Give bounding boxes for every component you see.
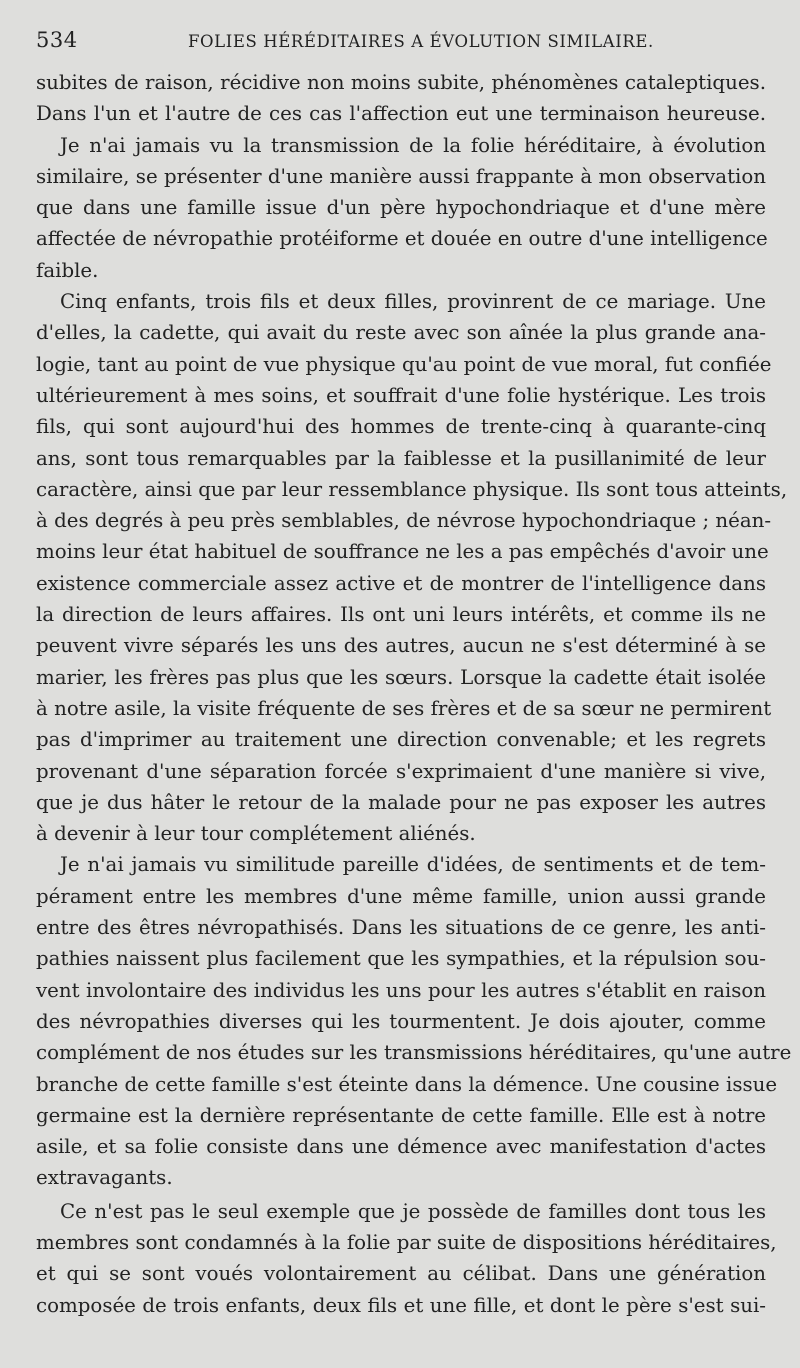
text-line: subites de raison, récidive non moins subite, phénomènes cataleptiques. <box>36 71 766 94</box>
text-line: provenant d'une séparation forcée s'exprimaient d'une manière si vive, <box>36 759 766 783</box>
text-line: pathies naissent plus facilement que les sympathies, et la répulsion sou- <box>36 947 766 971</box>
running-title: FOLIES HÉRÉDITAIRES A ÉVOLUTION SIMILAIRE. <box>188 32 654 51</box>
text-line: affectée de névropathie protéiforme et douée en outre d'une intelligence <box>36 227 768 251</box>
text-line: des névropathies diverses qui les tourmentent. Je dois ajouter, comme <box>36 1009 766 1033</box>
text-line: membres sont condamnés à la folie par suite de dispositions héréditaires, <box>36 1230 777 1254</box>
text-line: d'elles, la cadette, qui avait du reste avec son aînée la plus grande ana- <box>36 321 766 345</box>
text-line: logie, tant au point de vue physique qu'au point de vue moral, fut confiée <box>36 352 772 376</box>
text-line: à des degrés à peu près semblables, de névrose hypochondriaque ; néan- <box>36 509 772 533</box>
text-line: entre des êtres névropathisés. Dans les situations de ce genre, les anti- <box>36 916 766 940</box>
text-line: Je n'ai jamais vu la transmission de la folie héréditaire, à évolution <box>60 133 766 157</box>
body-text <box>36 67 792 1321</box>
text-line: complément de nos études sur les transmissions héréditaires, qu'une autre <box>36 1041 792 1065</box>
text-line: similaire, se présenter d'une manière aussi frappante à mon observation <box>36 164 766 188</box>
page-number: 534 <box>36 28 78 52</box>
text-line: ans, sont tous remarquables par la faiblesse et la pusillanimité de leur <box>36 446 766 470</box>
text-line: ultérieurement à mes soins, et souffrait d'une folie hystérique. Les trois <box>36 383 766 407</box>
text-line: faible. <box>36 258 99 282</box>
text-line: fils, qui sont aujourd'hui des hommes de trente-cinq à quarante-cinq <box>36 415 766 439</box>
text-line: et qui se sont voués volontairement au célibat. Dans une génération <box>36 1262 766 1286</box>
text-line: existence commerciale assez active et de montrer de l'intelligence dans <box>36 571 766 595</box>
text-line: moins leur état habituel de souffrance ne les a pas empêchés d'avoir une <box>36 540 769 564</box>
text-line: que je dus hâter le retour de la malade pour ne pas exposer les autres <box>36 790 766 814</box>
text-line: à devenir à leur tour complétement aliénés. <box>36 822 476 846</box>
text-line: Dans l'un et l'autre de ces cas l'affection eut une terminaison heureuse. <box>36 102 766 126</box>
text-line: germaine est la dernière représentante de cette famille. Elle est à notre <box>36 1103 766 1127</box>
text-line: caractère, ainsi que par leur ressemblance physique. Ils sont tous atteints, <box>36 477 788 501</box>
text-line: asile, et sa folie consiste dans une démence avec manifestation d'actes <box>36 1135 766 1159</box>
running-header <box>0 0 800 60</box>
text-line: branche de cette famille s'est éteinte dans la démence. Une cousine issue <box>36 1072 778 1096</box>
text-line: Je n'ai jamais vu similitude pareille d'idées, de sentiments et de tem- <box>60 853 766 877</box>
text-line: composée de trois enfants, deux fils et une fille, et dont le père s'est sui- <box>36 1293 766 1317</box>
text-line: que dans une famille issue d'un père hypochondriaque et d'une mère <box>36 196 766 220</box>
text-line: à notre asile, la visite fréquente de ses frères et de sa sœur ne permirent <box>36 696 772 720</box>
text-line: la direction de leurs affaires. Ils ont uni leurs intérêts, et comme ils ne <box>36 603 766 627</box>
text-line: vent involontaire des individus les uns pour les autres s'établit en raison <box>36 978 766 1002</box>
text-line: pas d'imprimer au traitement une direction convenable; et les regrets <box>36 728 766 752</box>
text-line: Ce n'est pas le seul exemple que je possède de familles dont tous les <box>60 1199 766 1223</box>
text-line: Cinq enfants, trois fils et deux filles, provinrent de ce mariage. Une <box>60 290 766 314</box>
text-line: marier, les frères pas plus que les sœurs. Lorsque la cadette était isolée <box>36 665 766 689</box>
text-line: extravagants. <box>36 1166 173 1190</box>
text-line: pérament entre les membres d'une même famille, union aussi grande <box>36 884 766 908</box>
text-line: peuvent vivre séparés les uns des autres, aucun ne s'est déterminé à se <box>36 634 766 658</box>
